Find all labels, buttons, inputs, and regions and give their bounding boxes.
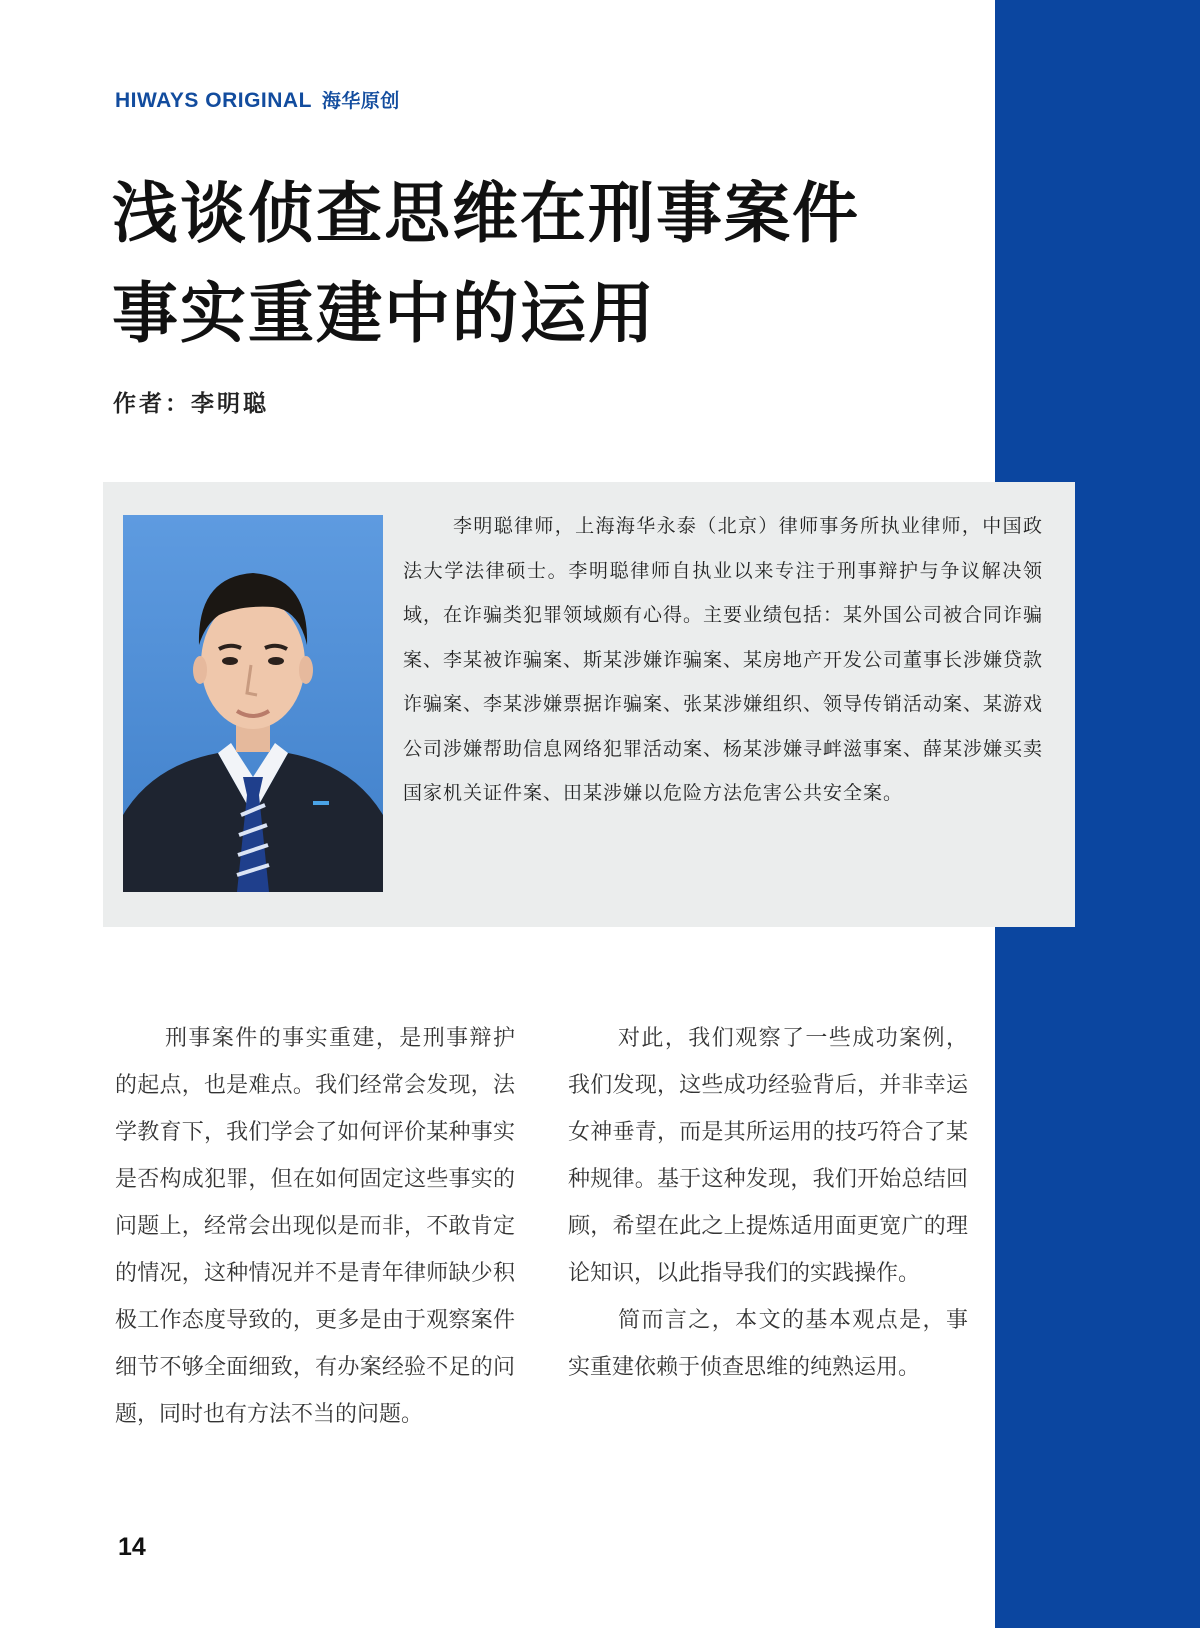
body-paragraph: 简而言之，本文的基本观点是，事实重建依赖于侦查思维的纯熟运用。 [568, 1308, 968, 1380]
body-paragraph: 对此，我们观察了一些成功案例，我们发现，这些成功经验背后，并非幸运女神垂青，而是其所运用的技巧符合了某种规律。基于这种发现，我们开始总结回顾，希望在此之上提炼适用面更宽广的理论知识，以此指导我们的实践操作。 [568, 1026, 968, 1286]
page-number: 14 [118, 1533, 146, 1561]
body-column-right [568, 1015, 968, 1391]
title-line-1: 浅谈侦查思维在刑事案件 [112, 174, 860, 252]
author-portrait-icon [123, 515, 383, 892]
kicker-chinese: 海华原创 [321, 90, 400, 112]
kicker-english: HIWAYS ORIGINAL [115, 89, 312, 112]
author-byline: 作者：李明聪 [113, 390, 269, 417]
body-paragraph: 刑事案件的事实重建，是刑事辩护的起点，也是难点。我们经常会发现，法学教育下，我们学会了如何评价某种事实是否构成犯罪，但在如何固定这些事实的问题上，经常会出现似是而非，不敢肯定的情况，这种情况并不是青年律师缺少积极工作态度导致的，更多是由于观察案件细节不够全面细致，有办案经验不足的问题，同时也有方法不当的问题。 [115, 1026, 515, 1427]
body-column-left [115, 1015, 515, 1438]
author-bio-box [103, 482, 1075, 927]
title-line-2: 事实重建中的运用 [112, 274, 656, 352]
author-bio-text: 李明聪律师，上海海华永泰（北京）律师事务所执业律师，中国政法大学法律硕士。李明聪律师自执业以来专注于刑事辩护与争议解决领域，在诈骗类犯罪领域颇有心得。主要业绩包括：某外国公司被合同诈骗案、李某被诈骗案、斯某涉嫌诈骗案、某房地产开发公司董事长涉嫌贷款诈骗案、李某涉嫌票据诈骗案、张某涉嫌组织、领导传销活动案、某游戏公司涉嫌帮助信息网络犯罪活动案、杨某涉嫌寻衅滋事案、薛某涉嫌买卖国家机关证件案、田某涉嫌以危险方法危害公共安全案。 [403, 515, 1044, 804]
article-title [112, 163, 972, 363]
section-kicker [115, 86, 400, 116]
